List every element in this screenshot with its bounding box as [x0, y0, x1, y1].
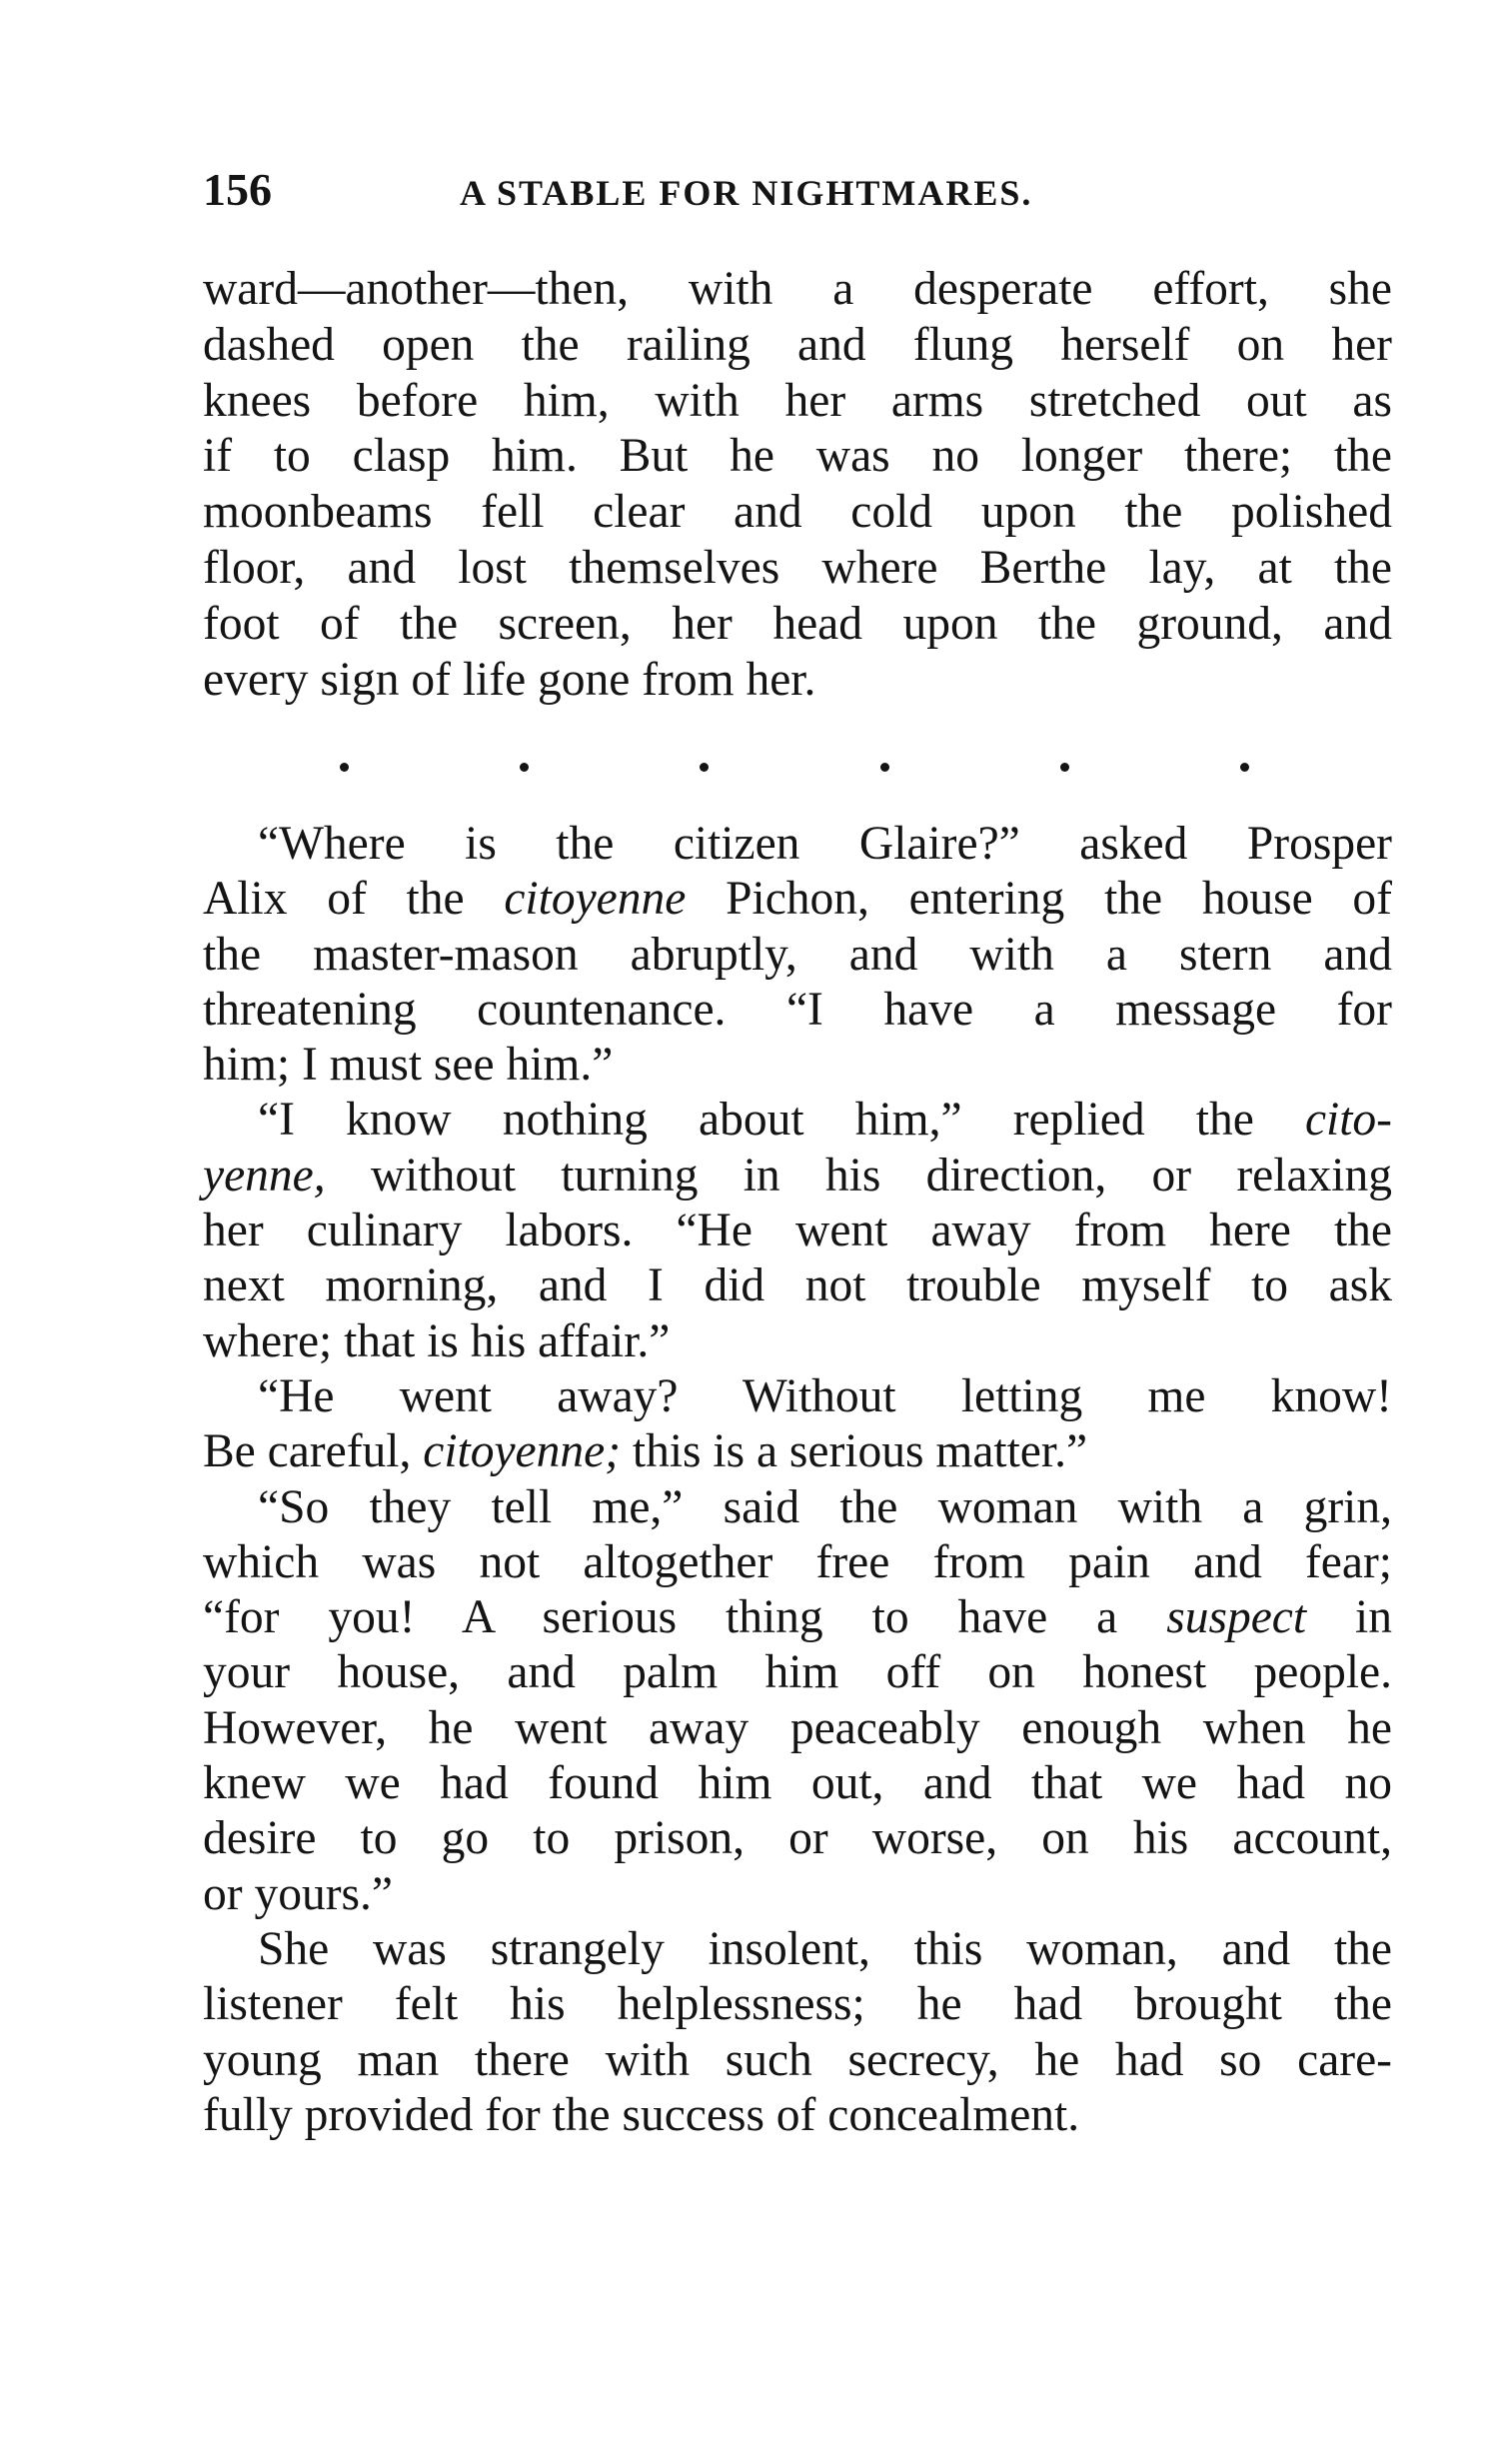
text-fragment: this is a serious matter.”	[621, 1425, 1088, 1478]
text-fragment: “I know nothing about him,” replied the	[258, 1094, 1305, 1147]
dialogue-section	[203, 817, 1392, 2143]
text-line: ward—another—then, with a desperate effort, she	[203, 263, 1392, 315]
text-line: or yours.”	[203, 1867, 393, 1920]
text-line: her culinary labors. “He went away from here the	[203, 1205, 1392, 1257]
text-line	[203, 1424, 1392, 1479]
text-line: your house, and palm him off on honest people.	[203, 1646, 1392, 1699]
text-line: “Where is the citizen Glaire?” asked Prosper	[258, 818, 1392, 870]
separator-dot	[700, 763, 709, 772]
text-line: the master-mason abruptly, and with a stern and	[203, 928, 1392, 981]
text-line: knew we had found him out, and that we had no	[203, 1757, 1392, 1810]
italic-term: cito-	[1304, 1094, 1392, 1147]
text-line: every sign of life gone from her.	[203, 653, 816, 706]
page-number: 156	[203, 164, 272, 215]
page-header	[203, 160, 1392, 230]
text-line: desire to go to prison, or worse, on his account,	[203, 1812, 1392, 1865]
text-fragment: “for you! A serious thing to have a	[203, 1591, 1167, 1644]
text-fragment: Be careful,	[203, 1425, 424, 1478]
text-line: if to clasp him. But he was no longer there; the	[203, 430, 1392, 483]
text-line: which was not altogether free from pain and fear;	[203, 1535, 1392, 1588]
italic-term: suspect	[1166, 1591, 1307, 1644]
text-line: next morning, and I did not trouble myself to ask	[203, 1259, 1392, 1312]
text-line: “So they tell me,” said the woman with a grin,	[258, 1480, 1392, 1533]
separator-dot	[520, 763, 529, 772]
running-title: A STABLE FOR NIGHTMARES.	[460, 173, 1033, 213]
section-separator	[340, 747, 1249, 787]
separator-dot	[880, 763, 889, 772]
separator-dot	[1240, 763, 1249, 772]
italic-term: citoyenne	[504, 873, 687, 926]
text-fragment: Pichon, entering the house of	[686, 873, 1393, 926]
text-line: dashed open the railing and flung herself on her	[203, 318, 1392, 371]
text-line: moonbeams fell clear and cold upon the polished	[203, 486, 1392, 539]
text-line	[203, 1149, 1392, 1204]
text-line: knees before him, with her arms stretched out as	[203, 374, 1392, 427]
italic-term: yenne,	[203, 1149, 326, 1202]
text-fragment: without turning in his direction, or relaxing	[325, 1149, 1392, 1202]
text-line: However, he went away peaceably enough when he	[203, 1701, 1392, 1754]
text-line	[203, 872, 1392, 927]
text-line: floor, and lost themselves where Berthe lay, at the	[203, 541, 1392, 594]
text-line: where; that is his affair.”	[203, 1314, 671, 1367]
italic-term: citoyenne;	[423, 1425, 622, 1478]
text-fragment: in	[1306, 1591, 1392, 1644]
text-line	[203, 1590, 1392, 1645]
separator-dot	[340, 763, 349, 772]
text-line: listener felt his helplessness; he had brought the	[203, 1978, 1392, 2031]
text-line: fully provided for the success of concealment.	[203, 2088, 1080, 2141]
text-line: him; I must see him.”	[203, 1039, 614, 1092]
text-fragment: Alix of the	[203, 873, 505, 926]
text-line: threatening countenance. “I have a message for	[203, 983, 1392, 1036]
text-line: “He went away? Without letting me know!	[258, 1369, 1392, 1422]
paragraph-berthe	[203, 262, 1392, 708]
text-line: She was strangely insolent, this woman, and the	[258, 1922, 1392, 1975]
separator-dot	[1060, 763, 1069, 772]
text-line	[203, 1093, 1392, 1148]
text-line: foot of the screen, her head upon the ground, and	[203, 597, 1392, 650]
text-line: young man there with such secrecy, he had so care-	[203, 2033, 1392, 2086]
